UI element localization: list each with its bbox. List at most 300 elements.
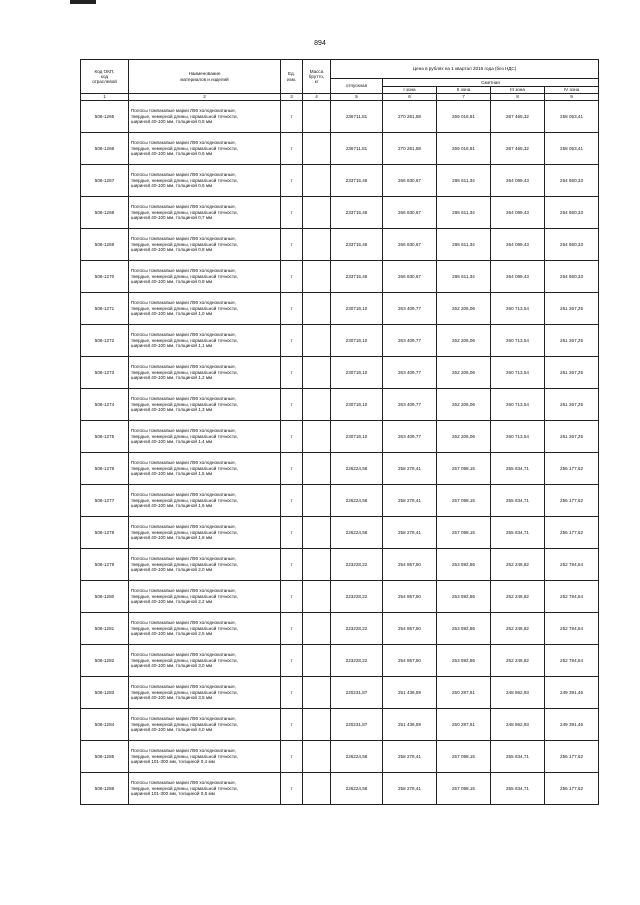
row-zone-3-price: 260 713,54 xyxy=(491,325,545,357)
row-release-price: 226224,58 xyxy=(331,517,383,549)
row-zone-2-price: 250 287,61 xyxy=(437,709,491,741)
col-number: 6 xyxy=(383,94,437,101)
row-unit: т xyxy=(281,357,303,389)
row-name xyxy=(129,357,281,389)
row-release-price: 223228,22 xyxy=(331,581,383,613)
row-release-price: 226224,58 xyxy=(331,773,383,805)
row-unit: т xyxy=(281,613,303,645)
row-release-price: 220231,87 xyxy=(331,677,383,709)
row-zone-3-price: 248 862,93 xyxy=(491,709,545,741)
row-name-line: Полосы томпаковые марки Л90 холоднокатаные, xyxy=(131,107,236,113)
row-name-line: шириной 40-100 мм, толщиной 3,0 мм xyxy=(131,663,213,669)
row-release-price: 233715,46 xyxy=(331,261,383,293)
row-unit: т xyxy=(281,677,303,709)
row-release-price: 230719,10 xyxy=(331,325,383,357)
row-name xyxy=(129,677,281,709)
row-zone-2-price: 269 016,81 xyxy=(437,133,491,165)
row-zone-3-price: 260 713,54 xyxy=(491,389,545,421)
row-zone-1-price: 263 409,77 xyxy=(383,293,437,325)
row-code: 506-1278 xyxy=(81,517,129,549)
row-code: 506-1271 xyxy=(81,293,129,325)
row-name-line: Полосы томпаковые марки Л90 холоднокатаные, xyxy=(131,267,236,273)
row-name xyxy=(129,613,281,645)
row-name xyxy=(129,581,281,613)
row-name-line: твердые, немерной длины, нормальной точности, xyxy=(131,401,238,407)
row-name-line: твердые, немерной длины, нормальной точности, xyxy=(131,561,238,567)
col-number: 1 xyxy=(81,94,129,101)
row-name xyxy=(129,389,281,421)
row-zone-1-price: 266 830,67 xyxy=(383,229,437,261)
row-name-line: твердые, немерной длины, нормальной точности, xyxy=(131,145,238,151)
row-code: 506-1276 xyxy=(81,453,129,485)
row-zone-3-price: 260 713,54 xyxy=(491,421,545,453)
row-name-line: твердые, немерной длины, нормальной точности, xyxy=(131,689,238,695)
row-name xyxy=(129,485,281,517)
row-name-line: Полосы томпаковые марки Л90 холоднокатаные, xyxy=(131,619,236,625)
row-zone-2-price: 257 098,15 xyxy=(437,517,491,549)
row-name xyxy=(129,741,281,773)
row-mass xyxy=(303,677,331,709)
row-code: 506-1265 xyxy=(81,101,129,133)
row-name-line: Полосы томпаковые марки Л90 холоднокатаные, xyxy=(131,203,236,209)
row-name-line: шириной 40-100 мм, толщиной 1,3 мм xyxy=(131,407,213,413)
table-row xyxy=(81,485,599,517)
row-zone-2-price: 265 611,34 xyxy=(437,261,491,293)
row-code: 506-1286 xyxy=(81,773,129,805)
row-name-line: твердые, немерной длины, нормальной точности, xyxy=(131,337,238,343)
row-zone-1-price: 266 830,67 xyxy=(383,197,437,229)
table-row xyxy=(81,261,599,293)
row-zone-1-price: 258 278,41 xyxy=(383,485,437,517)
row-name-line: Полосы томпаковые марки Л90 холоднокатаные, xyxy=(131,299,236,305)
row-name-line: твердые, немерной длины, нормальной точности, xyxy=(131,529,238,535)
row-zone-3-price: 255 634,71 xyxy=(491,741,545,773)
row-zone-2-price: 253 692,86 xyxy=(437,613,491,645)
row-zone-4-price: 252 784,54 xyxy=(545,645,599,677)
row-zone-2-price: 265 611,34 xyxy=(437,229,491,261)
row-zone-1-price: 266 830,67 xyxy=(383,165,437,197)
table-row xyxy=(81,773,599,805)
table-row xyxy=(81,517,599,549)
table-row xyxy=(81,549,599,581)
table-row xyxy=(81,197,599,229)
row-zone-2-price: 262 206,06 xyxy=(437,389,491,421)
row-zone-3-price: 255 634,71 xyxy=(491,517,545,549)
col-number: 2 xyxy=(129,94,281,101)
row-zone-1-price: 266 830,67 xyxy=(383,261,437,293)
row-name xyxy=(129,133,281,165)
row-zone-4-price: 249 391,46 xyxy=(545,709,599,741)
row-unit: т xyxy=(281,709,303,741)
row-name-line: твердые, немерной длины, нормальной точности, xyxy=(131,785,238,791)
row-name-line: Полосы томпаковые марки Л90 холоднокатаные, xyxy=(131,715,236,721)
col-number: 3 xyxy=(281,94,303,101)
col-number: 7 xyxy=(437,94,491,101)
row-name-line: Полосы томпаковые марки Л90 холоднокатаные, xyxy=(131,555,236,561)
header-code-line: код xyxy=(100,73,109,79)
row-zone-4-price: 256 177,62 xyxy=(545,773,599,805)
header-mass xyxy=(303,60,331,94)
row-unit: т xyxy=(281,485,303,517)
row-zone-4-price: 261 267,25 xyxy=(545,293,599,325)
row-zone-4-price: 264 660,33 xyxy=(545,261,599,293)
row-name xyxy=(129,517,281,549)
header-mass-line: кг xyxy=(314,79,319,85)
row-zone-4-price: 264 660,33 xyxy=(545,165,599,197)
row-mass xyxy=(303,645,331,677)
row-release-price: 226224,58 xyxy=(331,741,383,773)
table-row xyxy=(81,101,599,133)
header-estimate-price: Сметная xyxy=(383,79,599,87)
row-zone-2-price: 257 098,15 xyxy=(437,453,491,485)
header-zone-4: IV зона xyxy=(545,86,599,94)
row-name-line: шириной 40-100 мм, толщиной 3,5 мм xyxy=(131,695,213,701)
col-number: 5 xyxy=(331,94,383,101)
row-zone-1-price: 254 857,50 xyxy=(383,613,437,645)
row-zone-3-price: 267 465,32 xyxy=(491,133,545,165)
row-release-price: 226224,58 xyxy=(331,453,383,485)
row-name-line: шириной 101-300 мм, толщиной 0,5 мм xyxy=(131,791,215,797)
row-name-line: шириной 40-100 мм, толщиной 0,8 мм xyxy=(131,247,213,253)
row-code: 506-1266 xyxy=(81,133,129,165)
header-code xyxy=(81,60,129,94)
row-name xyxy=(129,293,281,325)
row-mass xyxy=(303,581,331,613)
row-name-line: Полосы томпаковые марки Л90 холоднокатаные, xyxy=(131,651,236,657)
row-mass xyxy=(303,517,331,549)
row-name-line: Полосы томпаковые марки Л90 холоднокатаные, xyxy=(131,587,236,593)
row-unit: т xyxy=(281,741,303,773)
row-code: 506-1282 xyxy=(81,645,129,677)
row-name xyxy=(129,229,281,261)
scan-corner-mark xyxy=(70,0,96,4)
row-release-price: 220231,87 xyxy=(331,709,383,741)
header-price-title: Цена в рублях на 1 квартал 2016 года (без НДС) xyxy=(331,60,599,79)
row-zone-4-price: 249 391,46 xyxy=(545,677,599,709)
row-zone-1-price: 254 857,50 xyxy=(383,581,437,613)
table-row xyxy=(81,229,599,261)
row-release-price: 236711,81 xyxy=(331,101,383,133)
row-zone-1-price: 258 278,41 xyxy=(383,453,437,485)
row-zone-4-price: 252 784,54 xyxy=(545,581,599,613)
row-mass xyxy=(303,485,331,517)
row-mass xyxy=(303,261,331,293)
row-name-line: шириной 40-100 мм, толщиной 0,6 мм xyxy=(131,183,213,189)
row-code: 506-1274 xyxy=(81,389,129,421)
row-name-line: твердые, немерной длины, нормальной точности, xyxy=(131,177,238,183)
row-name-line: шириной 101-300 мм, толщиной 0,4 мм xyxy=(131,759,215,765)
row-release-price: 223228,22 xyxy=(331,645,383,677)
row-unit: т xyxy=(281,773,303,805)
row-mass xyxy=(303,773,331,805)
row-zone-1-price: 270 251,58 xyxy=(383,101,437,133)
row-release-price: 230719,10 xyxy=(331,293,383,325)
row-zone-2-price: 253 692,86 xyxy=(437,549,491,581)
header-name xyxy=(129,60,281,94)
row-zone-3-price: 255 634,71 xyxy=(491,485,545,517)
row-zone-2-price: 269 016,81 xyxy=(437,101,491,133)
row-zone-4-price: 256 177,62 xyxy=(545,453,599,485)
row-name xyxy=(129,453,281,485)
row-release-price: 233715,46 xyxy=(331,165,383,197)
row-unit: т xyxy=(281,453,303,485)
row-name-line: твердые, немерной длины, нормальной точности, xyxy=(131,593,238,599)
row-mass xyxy=(303,453,331,485)
row-name-line: шириной 40-100 мм, толщиной 2,5 мм xyxy=(131,631,213,637)
row-name-line: шириной 40-100 мм, толщиной 0,7 мм xyxy=(131,215,213,221)
row-zone-4-price: 256 177,62 xyxy=(545,485,599,517)
row-zone-4-price: 256 177,62 xyxy=(545,517,599,549)
row-name-line: твердые, немерной длины, нормальной точности, xyxy=(131,721,238,727)
row-name xyxy=(129,165,281,197)
row-zone-3-price: 255 634,71 xyxy=(491,453,545,485)
row-zone-4-price: 261 267,25 xyxy=(545,357,599,389)
row-name-line: Полосы томпаковые марки Л90 холоднокатаные, xyxy=(131,427,236,433)
row-name-line: шириной 40-100 мм, толщиной 2,2 мм xyxy=(131,599,213,605)
row-mass xyxy=(303,293,331,325)
row-code: 506-1275 xyxy=(81,421,129,453)
row-mass xyxy=(303,549,331,581)
row-zone-1-price: 263 409,77 xyxy=(383,389,437,421)
row-mass xyxy=(303,421,331,453)
row-zone-2-price: 265 611,34 xyxy=(437,197,491,229)
row-zone-4-price: 252 784,54 xyxy=(545,613,599,645)
page-number: 894 xyxy=(314,40,326,47)
row-zone-1-price: 258 278,41 xyxy=(383,741,437,773)
row-zone-1-price: 263 409,77 xyxy=(383,421,437,453)
row-code: 506-1268 xyxy=(81,197,129,229)
row-zone-4-price: 264 660,33 xyxy=(545,229,599,261)
table-row xyxy=(81,581,599,613)
column-number-row xyxy=(81,94,599,101)
row-code: 506-1273 xyxy=(81,357,129,389)
col-number: 9 xyxy=(545,94,599,101)
row-zone-1-price: 251 436,59 xyxy=(383,709,437,741)
row-release-price: 230719,10 xyxy=(331,421,383,453)
row-name-line: твердые, немерной длины, нормальной точности, xyxy=(131,305,238,311)
row-name-line: Полосы томпаковые марки Л90 холоднокатаные, xyxy=(131,331,236,337)
row-name-line: Полосы томпаковые марки Л90 холоднокатаные, xyxy=(131,523,236,529)
row-zone-3-price: 260 713,54 xyxy=(491,357,545,389)
row-name xyxy=(129,325,281,357)
row-zone-1-price: 263 409,77 xyxy=(383,357,437,389)
row-zone-2-price: 257 098,15 xyxy=(437,741,491,773)
row-zone-2-price: 262 206,06 xyxy=(437,325,491,357)
row-code: 506-1279 xyxy=(81,549,129,581)
row-zone-4-price: 258 053,41 xyxy=(545,133,599,165)
row-name-line: шириной 40-100 мм, толщиной 1,6 мм xyxy=(131,503,213,509)
row-name-line: шириной 40-100 мм, толщиной 1,8 мм xyxy=(131,535,213,541)
row-name-line: Полосы томпаковые марки Л90 холоднокатаные, xyxy=(131,139,236,145)
row-name xyxy=(129,773,281,805)
row-name xyxy=(129,645,281,677)
row-zone-3-price: 264 099,43 xyxy=(491,165,545,197)
row-name-line: шириной 40-100 мм, толщиной 1,1 мм xyxy=(131,343,213,349)
row-zone-2-price: 262 206,06 xyxy=(437,421,491,453)
row-unit: т xyxy=(281,549,303,581)
row-code: 506-1283 xyxy=(81,677,129,709)
row-zone-3-price: 252 248,82 xyxy=(491,645,545,677)
header-code-line: отраслевой xyxy=(92,79,117,85)
row-name-line: твердые, немерной длины, нормальной точности, xyxy=(131,241,238,247)
row-release-price: 226224,58 xyxy=(331,485,383,517)
header-name-line: Наименование xyxy=(188,71,221,77)
row-unit: т xyxy=(281,293,303,325)
row-zone-1-price: 270 251,58 xyxy=(383,133,437,165)
row-code: 506-1277 xyxy=(81,485,129,517)
row-name-line: твердые, немерной длины, нормальной точности, xyxy=(131,433,238,439)
row-name-line: твердые, немерной длины, нормальной точности, xyxy=(131,273,238,279)
row-name-line: Полосы томпаковые марки Л90 холоднокатаные, xyxy=(131,683,236,689)
price-table xyxy=(80,59,599,805)
row-zone-2-price: 265 611,34 xyxy=(437,165,491,197)
row-unit: т xyxy=(281,389,303,421)
row-name xyxy=(129,101,281,133)
row-mass xyxy=(303,229,331,261)
table-body xyxy=(81,101,599,805)
row-name-line: шириной 40-100 мм, толщиной 2,0 мм xyxy=(131,567,213,573)
row-zone-1-price: 254 857,50 xyxy=(383,645,437,677)
row-zone-3-price: 264 099,43 xyxy=(491,229,545,261)
row-name-line: шириной 40-100 мм, толщиной 1,2 мм xyxy=(131,375,213,381)
row-name-line: шириной 40-100 мм, толщиной 1,5 мм xyxy=(131,471,213,477)
col-number: 4 xyxy=(303,94,331,101)
row-zone-3-price: 252 248,82 xyxy=(491,581,545,613)
table-row xyxy=(81,453,599,485)
row-mass xyxy=(303,357,331,389)
row-zone-2-price: 257 098,15 xyxy=(437,485,491,517)
header-zone-2: II зона xyxy=(437,86,491,94)
row-name-line: Полосы томпаковые марки Л90 холоднокатаные, xyxy=(131,363,236,369)
table-row xyxy=(81,709,599,741)
table-row xyxy=(81,293,599,325)
row-zone-1-price: 254 857,50 xyxy=(383,549,437,581)
row-unit: т xyxy=(281,229,303,261)
row-release-price: 223228,22 xyxy=(331,613,383,645)
row-code: 506-1269 xyxy=(81,229,129,261)
row-release-price: 230719,10 xyxy=(331,357,383,389)
row-zone-4-price: 256 177,62 xyxy=(545,741,599,773)
row-mass xyxy=(303,197,331,229)
row-zone-3-price: 252 248,82 xyxy=(491,549,545,581)
row-name xyxy=(129,709,281,741)
row-unit: т xyxy=(281,517,303,549)
row-name-line: шириной 40-100 мм, толщиной 1,0 мм xyxy=(131,311,213,317)
row-code: 506-1267 xyxy=(81,165,129,197)
header-release-price: отпускная xyxy=(331,79,383,94)
row-zone-4-price: 258 053,41 xyxy=(545,101,599,133)
row-name-line: шириной 40-100 мм, толщиной 0,6 мм xyxy=(131,151,213,157)
row-mass xyxy=(303,389,331,421)
table-row xyxy=(81,645,599,677)
table-row xyxy=(81,165,599,197)
row-name-line: Полосы томпаковые марки Л90 холоднокатаные, xyxy=(131,747,236,753)
row-zone-3-price: 255 634,71 xyxy=(491,773,545,805)
row-zone-2-price: 262 206,06 xyxy=(437,357,491,389)
col-number: 8 xyxy=(491,94,545,101)
table-row xyxy=(81,133,599,165)
row-unit: т xyxy=(281,645,303,677)
row-release-price: 236711,81 xyxy=(331,133,383,165)
table-row xyxy=(81,389,599,421)
header-unit-line: изм. xyxy=(286,76,297,82)
row-zone-3-price: 264 099,43 xyxy=(491,261,545,293)
row-zone-2-price: 253 692,86 xyxy=(437,581,491,613)
row-unit: т xyxy=(281,581,303,613)
row-name xyxy=(129,261,281,293)
row-name-line: шириной 40-100 мм, толщиной 0,9 мм xyxy=(131,279,213,285)
header-unit-line: Ед. xyxy=(287,71,296,77)
row-code: 506-1284 xyxy=(81,709,129,741)
row-release-price: 230719,10 xyxy=(331,389,383,421)
row-release-price: 223228,22 xyxy=(331,549,383,581)
row-zone-4-price: 261 267,25 xyxy=(545,421,599,453)
header-code-line: Код ОКП, xyxy=(94,68,115,74)
row-zone-2-price: 253 692,86 xyxy=(437,645,491,677)
row-zone-1-price: 258 278,41 xyxy=(383,517,437,549)
row-zone-3-price: 260 713,54 xyxy=(491,293,545,325)
header-name-line: материалов и изделий xyxy=(180,76,229,82)
row-mass xyxy=(303,741,331,773)
row-name-line: Полосы томпаковые марки Л90 холоднокатаные, xyxy=(131,779,236,785)
row-name-line: твердые, немерной длины, нормальной точности, xyxy=(131,625,238,631)
row-name-line: твердые, немерной длины, нормальной точности, xyxy=(131,657,238,663)
row-code: 506-1272 xyxy=(81,325,129,357)
row-zone-3-price: 252 248,82 xyxy=(491,613,545,645)
row-mass xyxy=(303,325,331,357)
row-name xyxy=(129,549,281,581)
row-zone-1-price: 263 409,77 xyxy=(383,325,437,357)
row-unit: т xyxy=(281,261,303,293)
table-row xyxy=(81,421,599,453)
table-row xyxy=(81,741,599,773)
table-row xyxy=(81,613,599,645)
row-unit: т xyxy=(281,421,303,453)
row-name-line: твердые, немерной длины, нормальной точности, xyxy=(131,209,238,215)
row-zone-4-price: 264 660,33 xyxy=(545,197,599,229)
row-zone-4-price: 252 784,54 xyxy=(545,549,599,581)
row-zone-3-price: 264 099,43 xyxy=(491,197,545,229)
header-zone-1: I зона xyxy=(383,86,437,94)
row-zone-2-price: 262 206,06 xyxy=(437,293,491,325)
row-code: 506-1285 xyxy=(81,741,129,773)
row-name-line: шириной 40-100 мм, толщиной 4,0 мм xyxy=(131,727,213,733)
row-name-line: Полосы томпаковые марки Л90 холоднокатаные, xyxy=(131,171,236,177)
row-mass xyxy=(303,613,331,645)
row-zone-4-price: 261 267,25 xyxy=(545,389,599,421)
row-unit: т xyxy=(281,165,303,197)
row-mass xyxy=(303,165,331,197)
row-zone-1-price: 258 278,41 xyxy=(383,773,437,805)
row-name-line: Полосы томпаковые марки Л90 холоднокатаные, xyxy=(131,235,236,241)
row-zone-2-price: 250 287,61 xyxy=(437,677,491,709)
table-header xyxy=(81,60,599,101)
row-name-line: Полосы томпаковые марки Л90 холоднокатаные, xyxy=(131,395,236,401)
row-unit: т xyxy=(281,133,303,165)
row-code: 506-1270 xyxy=(81,261,129,293)
row-unit: т xyxy=(281,101,303,133)
row-name-line: шириной 40-100 мм, толщиной 0,5 мм xyxy=(131,119,213,125)
row-release-price: 233715,46 xyxy=(331,229,383,261)
row-zone-3-price: 267 465,32 xyxy=(491,101,545,133)
row-name xyxy=(129,197,281,229)
row-mass xyxy=(303,101,331,133)
table-row xyxy=(81,677,599,709)
row-name-line: Полосы томпаковые марки Л90 холоднокатаные, xyxy=(131,459,236,465)
row-unit: т xyxy=(281,325,303,357)
row-unit: т xyxy=(281,197,303,229)
row-zone-1-price: 251 436,59 xyxy=(383,677,437,709)
